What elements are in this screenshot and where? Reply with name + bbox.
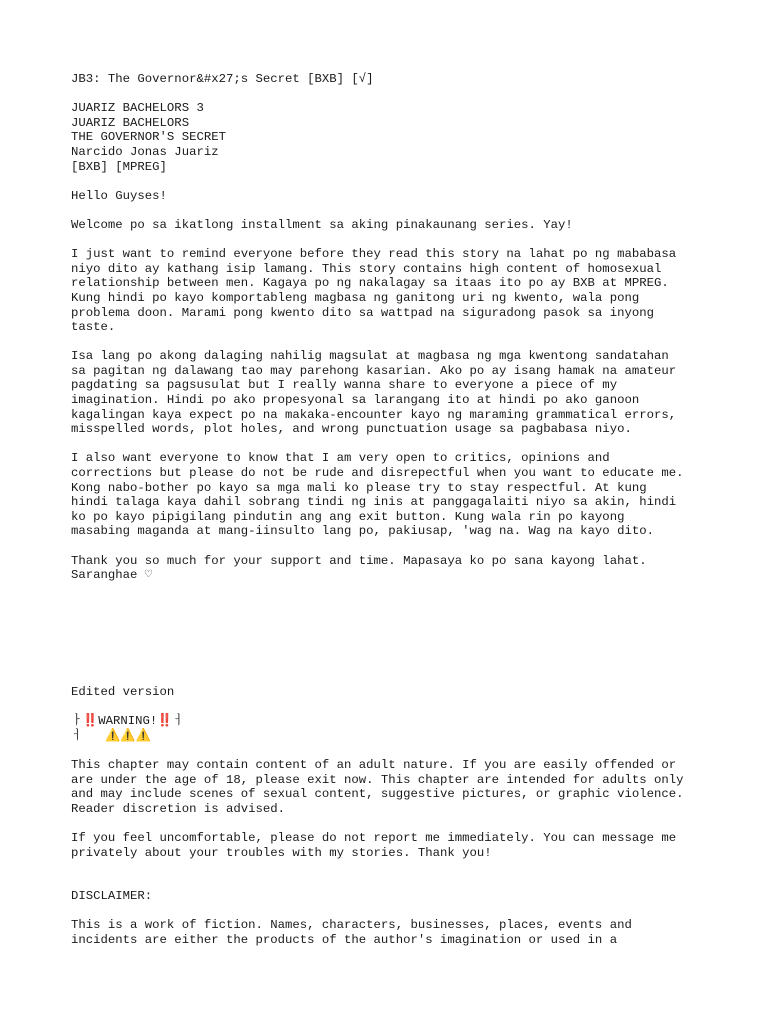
warning-heading: ㅏ‼️WARNING!‼️ㅓ: [71, 714, 185, 729]
critics-paragraph: [71, 451, 731, 539]
paragraph-line: I also want everyone to know that I am very open to critics, opinions and: [71, 451, 610, 466]
author-line: Narcido Jonas Juariz: [71, 144, 219, 159]
paragraph-line: incidents are either the products of the author's imagination or used in a: [71, 933, 618, 948]
paragraph-line: corrections but please do not be rude and disrepectful when you want to educate me.: [71, 466, 684, 481]
disclaimer-paragraph: [71, 918, 731, 947]
paragraph-line: niyo dito ay kathang isip lamang. This story contains high content of homosexual: [71, 261, 662, 276]
paragraph-line: Thank you so much for your support and time. Mapasaya ko po sana kayong lahat.: [71, 553, 647, 568]
welcome-paragraph: Welcome po sa ikatlong installment sa aking pinakaunang series. Yay!: [71, 217, 573, 232]
paragraph-line: Isa lang po akong dalaging nahilig magsulat at magbasa ng mga kwentong sandatahan: [71, 349, 669, 364]
paragraph-line: This chapter may contain content of an adult nature. If you are easily offended or: [71, 757, 677, 772]
greeting: Hello Guyses!: [71, 188, 167, 203]
paragraph-line: relationship between men. Kagaya po ng nakalagay sa itaas ito po ay BXB at MPREG.: [71, 276, 669, 291]
about-paragraph: [71, 349, 731, 437]
paragraph-line: privately about your troubles with my stories. Thank you!: [71, 845, 492, 860]
warning-block: [71, 714, 731, 743]
paragraph-line: and may include scenes of sexual content, suggestive pictures, or graphic violence.: [71, 787, 684, 802]
paragraph-line: kagalingan kaya expect po na makaka-encounter kayo ng maraming grammatical errors,: [71, 407, 677, 422]
paragraph-line: ko po kayo pipigilang pindutin ang ang exit button. Kung wala rin po kayong: [71, 509, 625, 524]
sign-off-line: Saranghae ♡: [71, 568, 153, 583]
paragraph-line: are under the age of 18, please exit now. This chapter are intended for adults only: [71, 772, 684, 787]
header-block: [71, 101, 731, 174]
reminder-paragraph: [71, 247, 731, 335]
header-line: THE GOVERNOR'S SECRET: [71, 130, 226, 145]
paragraph-line: Reader discretion is advised.: [71, 801, 286, 816]
paragraph-line: If you feel uncomfortable, please do not report me immediately. You can message me: [71, 830, 677, 845]
header-line: JUARIZ BACHELORS 3: [71, 101, 204, 116]
paragraph-line: Kung hindi po kayo komportableng magbasa ng ganitong uri ng kwento, wala pong: [71, 290, 640, 305]
disclaimer-heading: DISCLAIMER:: [71, 889, 153, 904]
uncomfortable-paragraph: [71, 831, 731, 860]
paragraph-line: pagdating sa pagsusulat but I really wanna share to everyone a piece of my: [71, 378, 618, 393]
edited-version-label: Edited version: [71, 684, 175, 699]
thanks-paragraph: [71, 554, 731, 583]
document-body: [71, 72, 731, 948]
adult-content-paragraph: [71, 758, 731, 816]
paragraph-line: imagination. Hindi po ako propesyonal sa larangang ito at hindi po ako ganoon: [71, 393, 640, 408]
warning-icons: ㅓ ⚠️⚠️⚠️: [71, 728, 151, 743]
header-line: JUARIZ BACHELORS: [71, 115, 190, 130]
paragraph-line: This is a work of fiction. Names, characters, businesses, places, events and: [71, 918, 632, 933]
tags-line: [BXB] [MPREG]: [71, 159, 167, 174]
paragraph-line: taste.: [71, 320, 116, 335]
paragraph-line: I just want to remind everyone before they read this story na lahat po ng mababasa: [71, 247, 677, 262]
document-title: JB3: The Governor&#x27;s Secret [BXB] [√]: [71, 72, 374, 86]
paragraph-line: misspelled words, plot holes, and wrong punctuation usage sa pagbabasa niyo.: [71, 422, 632, 437]
paragraph-line: sa pagitan ng dalawang tao may parehong kasarian. Ako po ay isang hamak na amateur: [71, 363, 677, 378]
paragraph-line: problema doon. Marami pong kwento dito sa wattpad na siguradong pasok sa inyong: [71, 305, 654, 320]
paragraph-line: hindi talaga kaya dahil sobrang tindi ng inis at panggagalaiti niyo sa akin, hindi: [71, 495, 677, 510]
paragraph-line: masabing maganda at mang-iinsulto lang po, pakiusap, 'wag na. Wag na kayo dito.: [71, 524, 654, 539]
paragraph-line: Kong nabo-bother po kayo sa mga mali ko please try to stay respectful. At kung: [71, 480, 647, 495]
